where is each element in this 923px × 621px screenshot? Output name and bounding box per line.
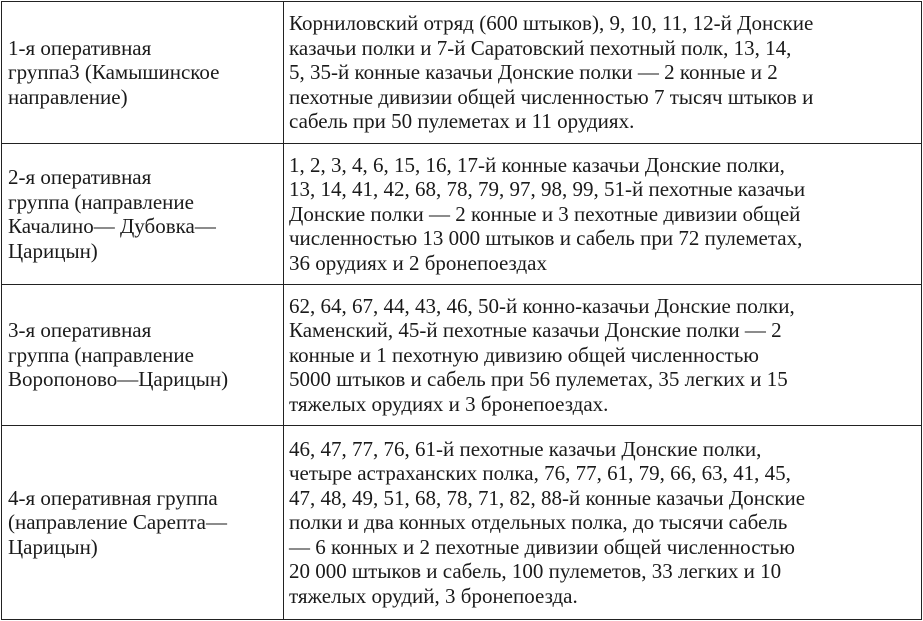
composition-line: численностью 13 000 штыков и сабель при 72 пулеметах,	[289, 226, 803, 251]
group-name-cell	[2, 144, 284, 285]
group-name-line: 4-я оперативная группа	[8, 485, 218, 510]
group-name-line: группа (направление	[8, 342, 194, 367]
composition-line: Донские полки — 2 конные и 3 пехотные дивизии общей	[289, 201, 801, 226]
composition-line: 47, 48, 49, 51, 68, 78, 71, 82, 88-й конные казачьи Донские	[289, 485, 806, 510]
composition-line: тяжелых орудий, 3 бронепоезда.	[289, 583, 578, 608]
composition-line: казачьи полки и 7-й Саратовский пехотный полк, 13, 14,	[289, 35, 792, 60]
composition-line: сабель при 50 пулеметах и 11 орудиях.	[289, 109, 635, 134]
composition-line: 13, 14, 41, 42, 68, 78, 79, 97, 98, 99, 51-й пехотные казачьи	[289, 177, 806, 202]
group-name-line: 2-я оперативная	[8, 165, 152, 189]
composition-line: 5000 штыков и сабель при 56 пулеметах, 35 легких и 15	[289, 367, 788, 392]
composition-line: Корниловский отряд (600 штыков), 9, 10, 11, 12-й Донские	[289, 11, 814, 36]
group-name-line: Царицын)	[8, 238, 98, 263]
group-name-line: (направление Сарепта—	[8, 510, 227, 535]
composition-line: тяжелых орудиях и 3 бронепоездах.	[289, 391, 609, 416]
composition-line: — 6 конных и 2 пехотные дивизии общей численностью	[289, 534, 795, 559]
group-name-line: Царицын)	[8, 534, 98, 559]
composition-line: полки и два конных отдельных полка, до тысячи сабель	[289, 510, 788, 535]
composition-line: Каменский, 45-й пехотные казачьи Донские полки — 2	[289, 318, 782, 343]
group-composition-cell	[284, 144, 922, 285]
table-row	[2, 285, 922, 426]
group-composition-cell	[284, 426, 922, 620]
group-name-line: 1-я оперативная	[8, 35, 152, 60]
table-row	[2, 2, 922, 144]
group-name-line: группа (направление	[8, 189, 194, 214]
group-name-line: 3-я оперативная	[8, 318, 152, 343]
group-name-cell	[2, 285, 284, 426]
group-name-line: Воропоново—Царицын)	[8, 367, 229, 392]
composition-line: четыре астраханских полка, 76, 77, 61, 79, 66, 63, 41, 45,	[289, 461, 791, 486]
group-composition-cell	[284, 2, 922, 144]
composition-line: 36 орудиях и 2 бронепоездах	[289, 250, 547, 275]
group-name-cell	[2, 426, 284, 620]
composition-line: 46, 47, 77, 76, 61-й пехотные казачьи Донские полки,	[289, 436, 762, 461]
group-name-cell	[2, 2, 284, 144]
table-row	[2, 426, 922, 620]
group-name-line: группа3 (Камышинское	[8, 60, 220, 85]
composition-line: 1, 2, 3, 4, 6, 15, 16, 17-й конные казачьи Донские полки,	[289, 152, 785, 177]
composition-line: конные и 1 пехотную дивизию общей численностью	[289, 342, 759, 367]
composition-line: 5, 35-й конные казачьи Донские полки — 2 конные и 2	[289, 60, 778, 85]
operational-groups-table	[1, 1, 922, 620]
group-name-line: направление)	[8, 84, 128, 109]
composition-line: пехотные дивизии общей численностью 7 тысяч штыков и	[289, 84, 814, 109]
group-composition-cell	[284, 285, 922, 426]
composition-line: 20 000 штыков и сабель, 100 пулеметов, 33 легких и 10	[289, 559, 782, 584]
composition-line: 62, 64, 67, 44, 43, 46, 50-й конно-казачьи Донские полки,	[289, 293, 795, 318]
group-name-line: Качалино— Дубовка—	[8, 214, 216, 238]
table-row	[2, 144, 922, 285]
